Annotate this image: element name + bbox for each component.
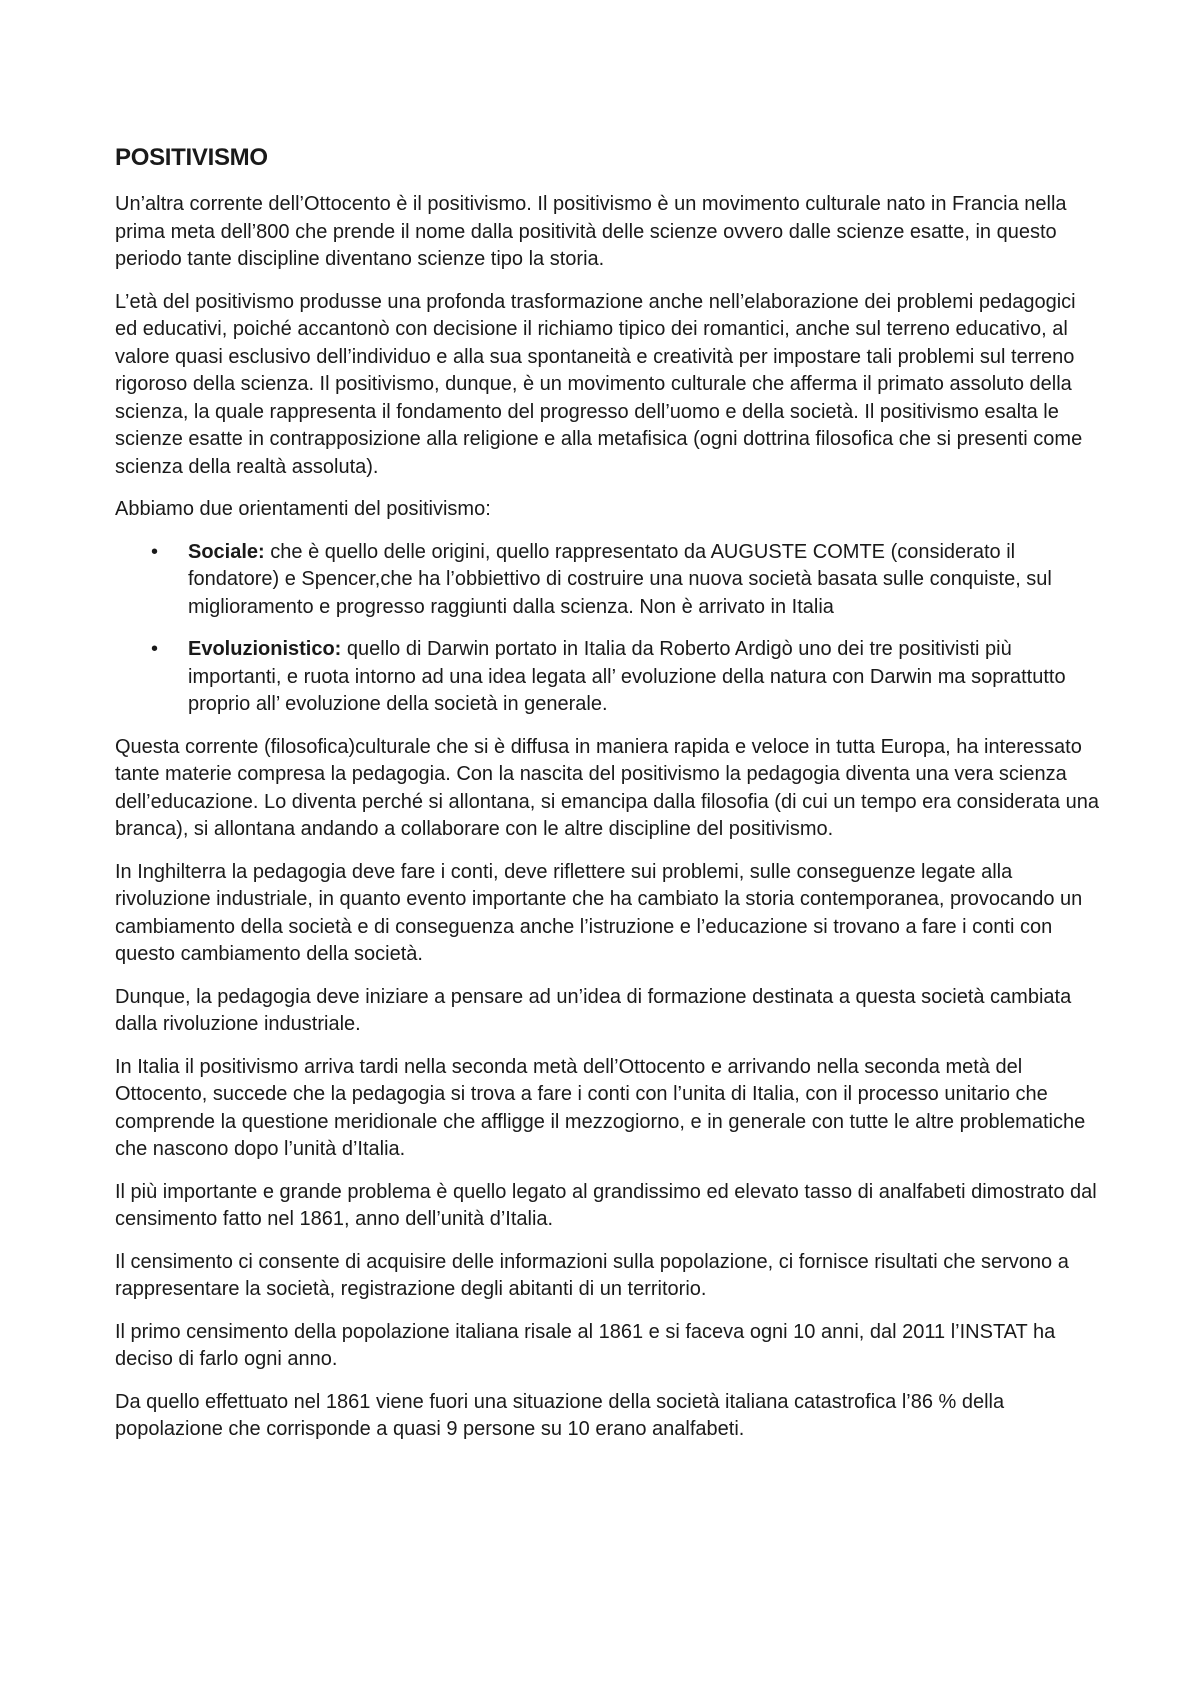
- paragraph-illiteracy: Il più importante e grande problema è quello legato al grandissimo ed elevato tasso di analfabeti dimostrato dal censimento fatto nel 1861, anno dell’unità d’Italia.: [115, 1180, 1097, 1230]
- paragraph-italy: In Italia il positivismo arriva tardi nella seconda metà dell’Ottocento e arrivando nella seconda metà del Ottocento, succede che la pedagogia si trova a fare i conti con l’unita di Italia, con il processo unitario che comprende la questione meridionale che affligge il mezzogiorno, e in generale con tutte le altre problematiche che nascono dopo l’unità d’Italia.: [115, 1055, 1086, 1160]
- paragraph-england: In Inghilterra la pedagogia deve fare i conti, deve riflettere sui problemi, sulle conseguenze legate alla rivoluzione industriale, in quanto evento importante che ha cambiato la storia contemporanea, provocando un cambiamento della società e di conseguenza anche l’istruzione e l’educazione si trovano a fare i conti con questo cambiamento della società.: [115, 860, 1083, 965]
- document-title: POSITIVISMO: [115, 144, 268, 171]
- document-page: [115, 143, 1100, 1459]
- list-term: Evoluzionistico:: [188, 638, 342, 660]
- list-text: quello di Darwin portato in Italia da Roberto Ardigò uno dei tre positivisti più importanti, e ruota intorno ad una idea legata all’ evoluzione della natura con Darwin ma soprattutto proprio all’ evoluzione della società in generale.: [188, 638, 1066, 715]
- paragraph-first-census: Il primo censimento della popolazione italiana risale al 1861 e si faceva ogni 10 anni, dal 2011 l’INSTAT ha deciso di farlo ogni anno.: [115, 1320, 1056, 1370]
- orientations-list: [115, 539, 1100, 719]
- list-term: Sociale:: [188, 540, 265, 563]
- paragraph-intro: Un’altra corrente dell’Ottocento è il positivismo. Il positivismo è un movimento culturale nato in Francia nella prima meta dell’800 che prende il nome dalla positività delle scienze ovvero dalle scienze esatte, in questo periodo tante discipline diventano scienze tipo la storia.: [115, 193, 1067, 270]
- list-item-evoluzionistico: [115, 636, 1100, 719]
- bullet-icon: •: [151, 638, 159, 660]
- paragraph-formation: Dunque, la pedagogia deve iniziare a pensare ad un’idea di formazione destinata a questa società cambiata dalla rivoluzione industriale.: [115, 985, 1072, 1035]
- paragraph-europe: Questa corrente (filosofica)culturale che si è diffusa in maniera rapida e veloce in tutta Europa, ha interessato tante materie compresa la pedagogia. Con la nascita del positivismo la pedagogia diventa una vera scienza dell’educazione. Lo diventa perché si allontana, si emancipa dalla filosofia (di cui un tempo era considerata una branca), si allontana andando a collaborare con le altre discipline del positivismo.: [115, 735, 1099, 840]
- paragraph-1861-result: Da quello effettuato nel 1861 viene fuori una situazione della società italiana catastrofica l’86 % della popolazione che corrisponde a quasi 9 persone su 10 erano analfabeti.: [115, 1390, 1005, 1440]
- list-text: che è quello delle origini, quello rappresentato da AUGUSTE COMTE (considerato il fondatore) e Spencer,che ha l’obbiettivo di costruire una nuova società basata sulle conquiste, sul miglioramento e progresso raggiunti dalla scienza. Non è arrivato in Italia: [188, 540, 1052, 618]
- bullet-icon: •: [151, 540, 159, 563]
- paragraph-orientations: Abbiamo due orientamenti del positivismo:: [115, 498, 491, 520]
- paragraph-census: Il censimento ci consente di acquisire delle informazioni sulla popolazione, ci fornisce risultati che servono a rappresentare la società, registrazione degli abitanti di un territorio.: [115, 1250, 1069, 1300]
- paragraph-pedagogy: L’età del positivismo produsse una profonda trasformazione anche nell’elaborazione dei problemi pedagogici ed educativi, poiché accantonò con decisione il richiamo tipico dei romantici, anche sul terreno educativo, al valore quasi esclusivo dell’individuo e alla sua spontaneità e creatività per impostare tali problemi sul terreno rigoroso della scienza. Il positivismo, dunque, è un movimento culturale che afferma il primato assoluto della scienza, la quale rappresenta il fondamento del progresso dell’uomo e della società. Il positivismo esalta le scienze esatte in contrapposizione alla religione e alla metafisica (ogni dottrina filosofica che si presenti come scienza della realtà assoluta).: [115, 290, 1083, 478]
- list-item-sociale: [115, 539, 1100, 622]
